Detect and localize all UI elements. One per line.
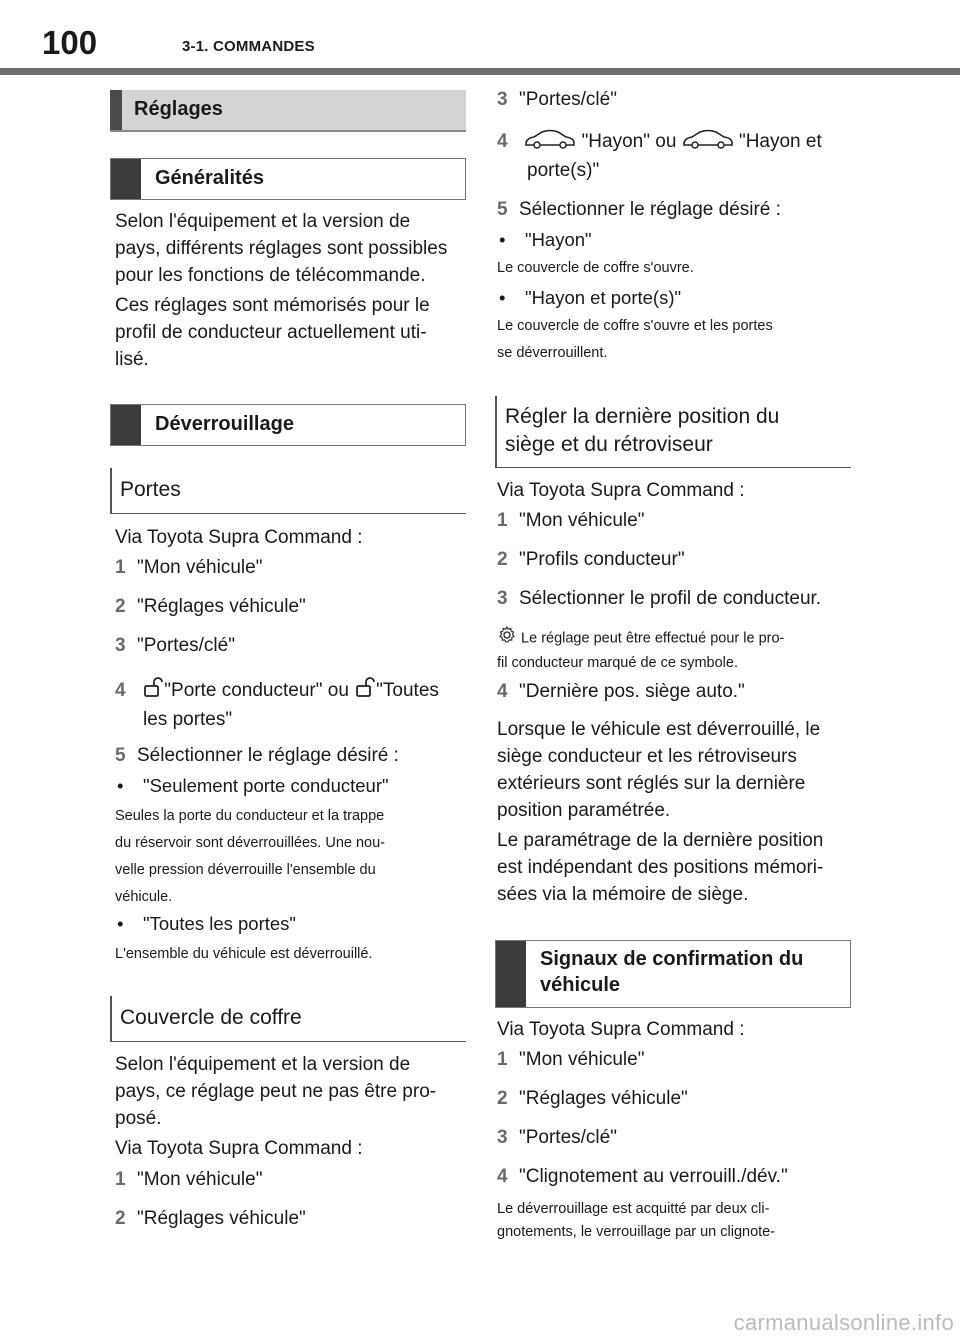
header-rule: [0, 68, 960, 75]
step-item: 5 Sélectionner le réglage désiré :: [115, 745, 399, 766]
subsection-heading-text: Déverrouillage: [155, 413, 294, 435]
step-item: 3 "Portes/clé": [497, 1127, 617, 1148]
step-continuation: porte(s)": [527, 160, 600, 181]
bullet-item: • "Hayon": [499, 229, 592, 250]
step-item: 4 "Hayon" ou "Hayon et: [497, 127, 822, 157]
text-line: Selon l'équipement et la version de: [115, 211, 411, 232]
unlock-icon: [354, 676, 376, 706]
step-item: 2 "Réglages véhicule": [497, 1088, 688, 1109]
watermark: carmanualsonline.info: [733, 1310, 954, 1335]
step-item: 4 "Dernière pos. siège auto.": [497, 681, 745, 702]
step-item: 1 "Mon véhicule": [115, 557, 263, 578]
coffre-paragraph: Selon l'équipement et la version de pays, ce réglage peut ne pas être pro- posé.: [115, 1054, 437, 1129]
step-continuation: les portes": [143, 709, 233, 730]
subsection-heading-generalites: [110, 158, 466, 200]
bullet-note: Seules la porte du conducteur et la trappe du réservoir sont déverrouillées. Une nou- velle pression déverrouille l'ensemble du véhicule.: [115, 808, 385, 905]
step-item: 4 "Clignotement au verrouill./dév.": [497, 1166, 788, 1187]
bullet-item: • "Hayon et porte(s)": [499, 287, 682, 308]
seat-paragraph-2: Le paramétrage de la dernière position est indépendant des positions mémori- sées via la mémoire de siège.: [497, 830, 824, 905]
text-line: lisé.: [115, 349, 149, 370]
gear-icon: [497, 625, 517, 652]
step-item: 1 "Mon véhicule": [497, 510, 645, 531]
seat-paragraph-1: Lorsque le véhicule est déverrouillé, le siège conducteur et les rétroviseurs extérieurs sont réglés sur la dernière position paramétrée.: [497, 719, 821, 821]
step-item: 5 Sélectionner le réglage désiré :: [497, 199, 781, 220]
section-heading-text: Réglages: [134, 98, 223, 120]
car-trunk-icon: [524, 127, 576, 157]
intro-paragraph-1: [115, 208, 447, 289]
via-command-text: Via Toyota Supra Command :: [497, 480, 745, 501]
via-command-text: Via Toyota Supra Command :: [497, 1019, 745, 1040]
bullet-item: • "Toutes les portes": [117, 913, 296, 934]
section-heading-reglages: [110, 90, 466, 132]
text-line: Ces réglages sont mémorisés pour le: [115, 295, 430, 316]
subsection-heading-text: Généralités: [155, 167, 264, 189]
bullet-note: L'ensemble du véhicule est déverrouillé.: [115, 946, 373, 962]
text-line: profil de conducteur actuellement uti-: [115, 322, 427, 343]
step-item: 3 Sélectionner le profil de conducteur.: [497, 588, 822, 609]
bullet-note: Le couvercle de coffre s'ouvre.: [497, 260, 694, 276]
step-item: 4 "Porte conducteur" ou "Toutes: [115, 676, 439, 706]
final-note: Le déverrouillage est acquitté par deux cli- gnotements, le verrouillage par un clignote-: [497, 1201, 776, 1240]
topic-heading-coffre: [110, 996, 466, 1042]
topic-heading-portes: [110, 468, 466, 514]
subsection-heading-signaux: [495, 940, 851, 1008]
chapter-title: 3-1. COMMANDES: [182, 38, 315, 55]
via-command-text: Via Toyota Supra Command :: [115, 527, 363, 548]
intro-paragraph-2: [115, 292, 430, 373]
via-command-text: Via Toyota Supra Command :: [115, 1138, 363, 1159]
topic-heading-regler: [495, 396, 851, 468]
page-number: 100: [42, 24, 98, 61]
subsection-heading-text: Signaux de confirmation du véhicule: [540, 948, 804, 996]
topic-heading-text: Couvercle de coffre: [120, 1006, 302, 1029]
bullet-note: Le couvercle de coffre s'ouvre et les portes se déverrouillent.: [497, 318, 773, 361]
unlock-icon: [142, 676, 164, 706]
step-item: 1 "Mon véhicule": [497, 1049, 645, 1070]
step-item: 2 "Réglages véhicule": [115, 1208, 306, 1229]
subsection-heading-deverrouillage: [110, 404, 466, 446]
step-item: 3 "Portes/clé": [497, 89, 617, 110]
topic-heading-text: Portes: [120, 478, 181, 501]
bullet-item: • "Seulement porte conducteur": [117, 775, 389, 796]
step-item: 2 "Profils conducteur": [497, 549, 685, 570]
text-line: pays, différents réglages sont possibles: [115, 238, 448, 259]
step-item: 1 "Mon véhicule": [115, 1169, 263, 1190]
step-item: 3 "Portes/clé": [115, 635, 235, 656]
profile-note: Le réglage peut être effectué pour le pro- fil conducteur marqué de ce symbole.: [497, 625, 784, 674]
car-trunk-icon: [682, 127, 734, 157]
step-item: 2 "Réglages véhicule": [115, 596, 306, 617]
text-line: pour les fonctions de télécommande.: [115, 265, 426, 286]
topic-heading-text: Régler la dernière position du siège et du rétroviseur: [505, 405, 780, 456]
